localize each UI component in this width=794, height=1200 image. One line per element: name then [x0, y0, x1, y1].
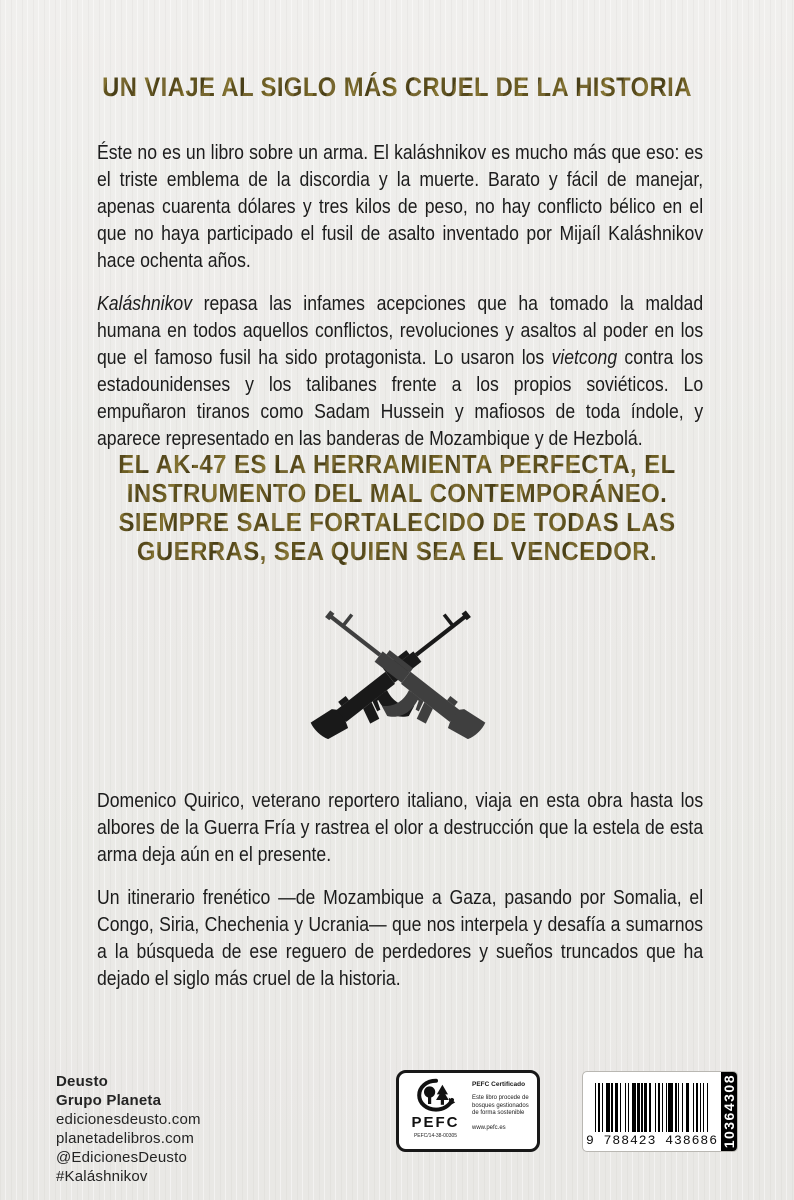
paragraph: Un itinerario frenético —de Mozambique a Gaza, pasando por Somalia, el Congo, Siria, Chechenia y Ucrania— que nos interpela y desafía a sumarnos a la búsqueda de ese reguero de perdedores y sueños truncados que ha dejado el siglo más cruel de la historia.	[97, 887, 704, 990]
paragraph: Kaláshnikov repasa las infames acepciones que ha tomado la maldad humana en todos aquellos conflictos, revoluciones y asaltos al poder en los que el famoso fusil ha sido protagonista. Lo usaron los vietcong contra los estadounidenses y los talibanes frente a los propios soviéticos. Lo empuñaron tiranos como Sadam Hussein y mafiosos de toda índole, y aparece representado en las banderas de Mozambique y de Hezbolá.	[97, 293, 704, 450]
barcode-side-strip	[721, 1072, 737, 1151]
text-line: planetadelibros.com	[56, 1130, 195, 1147]
barcode-main	[583, 1072, 721, 1151]
text-line: #Kaláshnikov	[56, 1168, 148, 1185]
text-line: Deusto	[56, 1073, 109, 1090]
pefc-url: www.pefc.es	[472, 1124, 506, 1131]
publisher-info	[56, 1072, 201, 1186]
barcode	[582, 1071, 738, 1152]
paragraph: Éste no es un libro sobre un arma. El kaláshnikov es mucho más que eso: es el triste emblema de la discordia y la muerte. Barato y fácil de manejar, apenas cuarenta dólares y tres kilos de peso, no hay conflicto bélico en el que no haya participado el fusil de asalto inventado por Mijaíl Kaláshnikov hace ochenta años.	[97, 142, 704, 272]
crossed-rifles-icon	[283, 597, 513, 763]
synopsis-top	[97, 140, 703, 469]
barcode-ean-number: 9 788423 438686	[586, 1133, 719, 1148]
pefc-wordmark: PEFC	[411, 1114, 460, 1131]
synopsis-bottom	[97, 788, 703, 1009]
text-line: @EdicionesDeusto	[56, 1149, 187, 1166]
pefc-cert-code: PEFC/14-38-00305	[413, 1133, 458, 1139]
pefc-cert-body: Este libro procede de bosques gestionados de forma sostenible	[472, 1095, 529, 1116]
crossed-ak47-rifles-illustration	[283, 597, 513, 763]
text-line: Grupo Planeta	[56, 1092, 162, 1109]
pefc-logo-block	[406, 1078, 465, 1145]
pull-quote	[32, 450, 762, 566]
barcode-side-code: 10364308	[721, 1074, 738, 1149]
paragraph: Domenico Quirico, veterano reportero italiano, viaja en esta obra hasta los albores de la Guerra Fría y rastrea el olor a destrucción que la estela de esta arma deja aún en el presente.	[97, 790, 704, 866]
text-line: GUERRAS, SEA QUIEN SEA EL VENCEDOR.	[136, 536, 658, 566]
page-title: UN VIAJE AL SIGLO MÁS CRUEL DE LA HISTORIA	[48, 72, 747, 103]
pefc-trees-icon	[416, 1078, 456, 1114]
pefc-certification-label	[396, 1070, 540, 1152]
text-line: EL AK-47 ES LA HERRAMIENTA PERFECTA, EL	[118, 449, 676, 479]
pefc-text-block	[472, 1078, 530, 1145]
text-line: SIEMPRE SALE FORTALECIDO DE TODAS LAS	[118, 507, 676, 537]
text-line: edicionesdeusto.com	[56, 1111, 201, 1128]
barcode-bars	[595, 1083, 709, 1132]
pefc-cert-title: PEFC Certificado	[472, 1081, 526, 1088]
text-line: INSTRUMENTO DEL MAL CONTEMPORÁNEO.	[126, 478, 668, 508]
